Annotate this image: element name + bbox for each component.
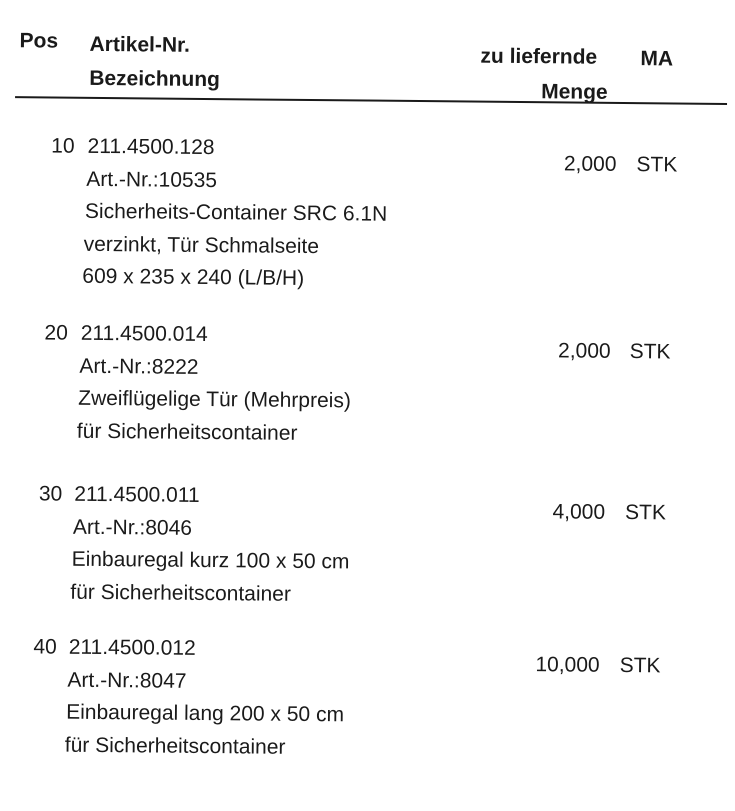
unit: STK xyxy=(636,153,678,177)
unit: STK xyxy=(624,501,667,525)
description-line: Sicherheits-Container SRC 6.1N xyxy=(84,199,388,226)
quantity: 2,000 xyxy=(563,152,617,176)
position-number: 30 xyxy=(38,482,63,506)
unit: STK xyxy=(629,340,671,364)
description-line: für Sicherheitscontainer xyxy=(64,733,286,759)
unit: STK xyxy=(619,653,661,678)
header-pos: Pos xyxy=(19,29,59,53)
header-artikel-nr: Artikel-Nr. xyxy=(89,32,191,57)
position-number: 40 xyxy=(33,635,57,659)
quantity: 2,000 xyxy=(557,339,611,363)
article-number: 211.4500.128 xyxy=(87,134,215,160)
article-number: 211.4500.012 xyxy=(68,635,196,660)
description-line: Zweiflügelige Tür (Mehrpreis) xyxy=(78,386,351,413)
description-line: 609 x 235 x 240 (L/B/H) xyxy=(82,264,305,290)
header-bezeichnung: Bezeichnung xyxy=(89,66,221,92)
description-line: verzinkt, Tür Schmalseite xyxy=(83,232,320,258)
position-number: 20 xyxy=(44,321,68,345)
header-menge: Menge xyxy=(541,80,608,104)
article-ref: Art.-Nr.:8222 xyxy=(79,354,199,379)
article-number: 211.4500.014 xyxy=(80,321,208,347)
description-line: für Sicherheitscontainer xyxy=(70,580,292,606)
header-ma: MA xyxy=(640,47,674,71)
article-number: 211.4500.011 xyxy=(74,482,200,507)
article-ref: Art.-Nr.:10535 xyxy=(86,167,218,192)
header-zu-liefernde: zu liefernde xyxy=(480,44,598,69)
position-number: 10 xyxy=(51,134,75,158)
description-line: für Sicherheitscontainer xyxy=(76,419,298,445)
article-ref: Art.-Nr.:8046 xyxy=(72,515,193,540)
description-line: Einbauregal kurz 100 x 50 cm xyxy=(71,547,350,574)
article-ref: Art.-Nr.:8047 xyxy=(67,668,187,693)
description-line: Einbauregal lang 200 x 50 cm xyxy=(66,700,345,727)
quantity: 4,000 xyxy=(552,500,606,524)
header-rule xyxy=(15,96,727,104)
quantity: 10,000 xyxy=(535,653,600,677)
